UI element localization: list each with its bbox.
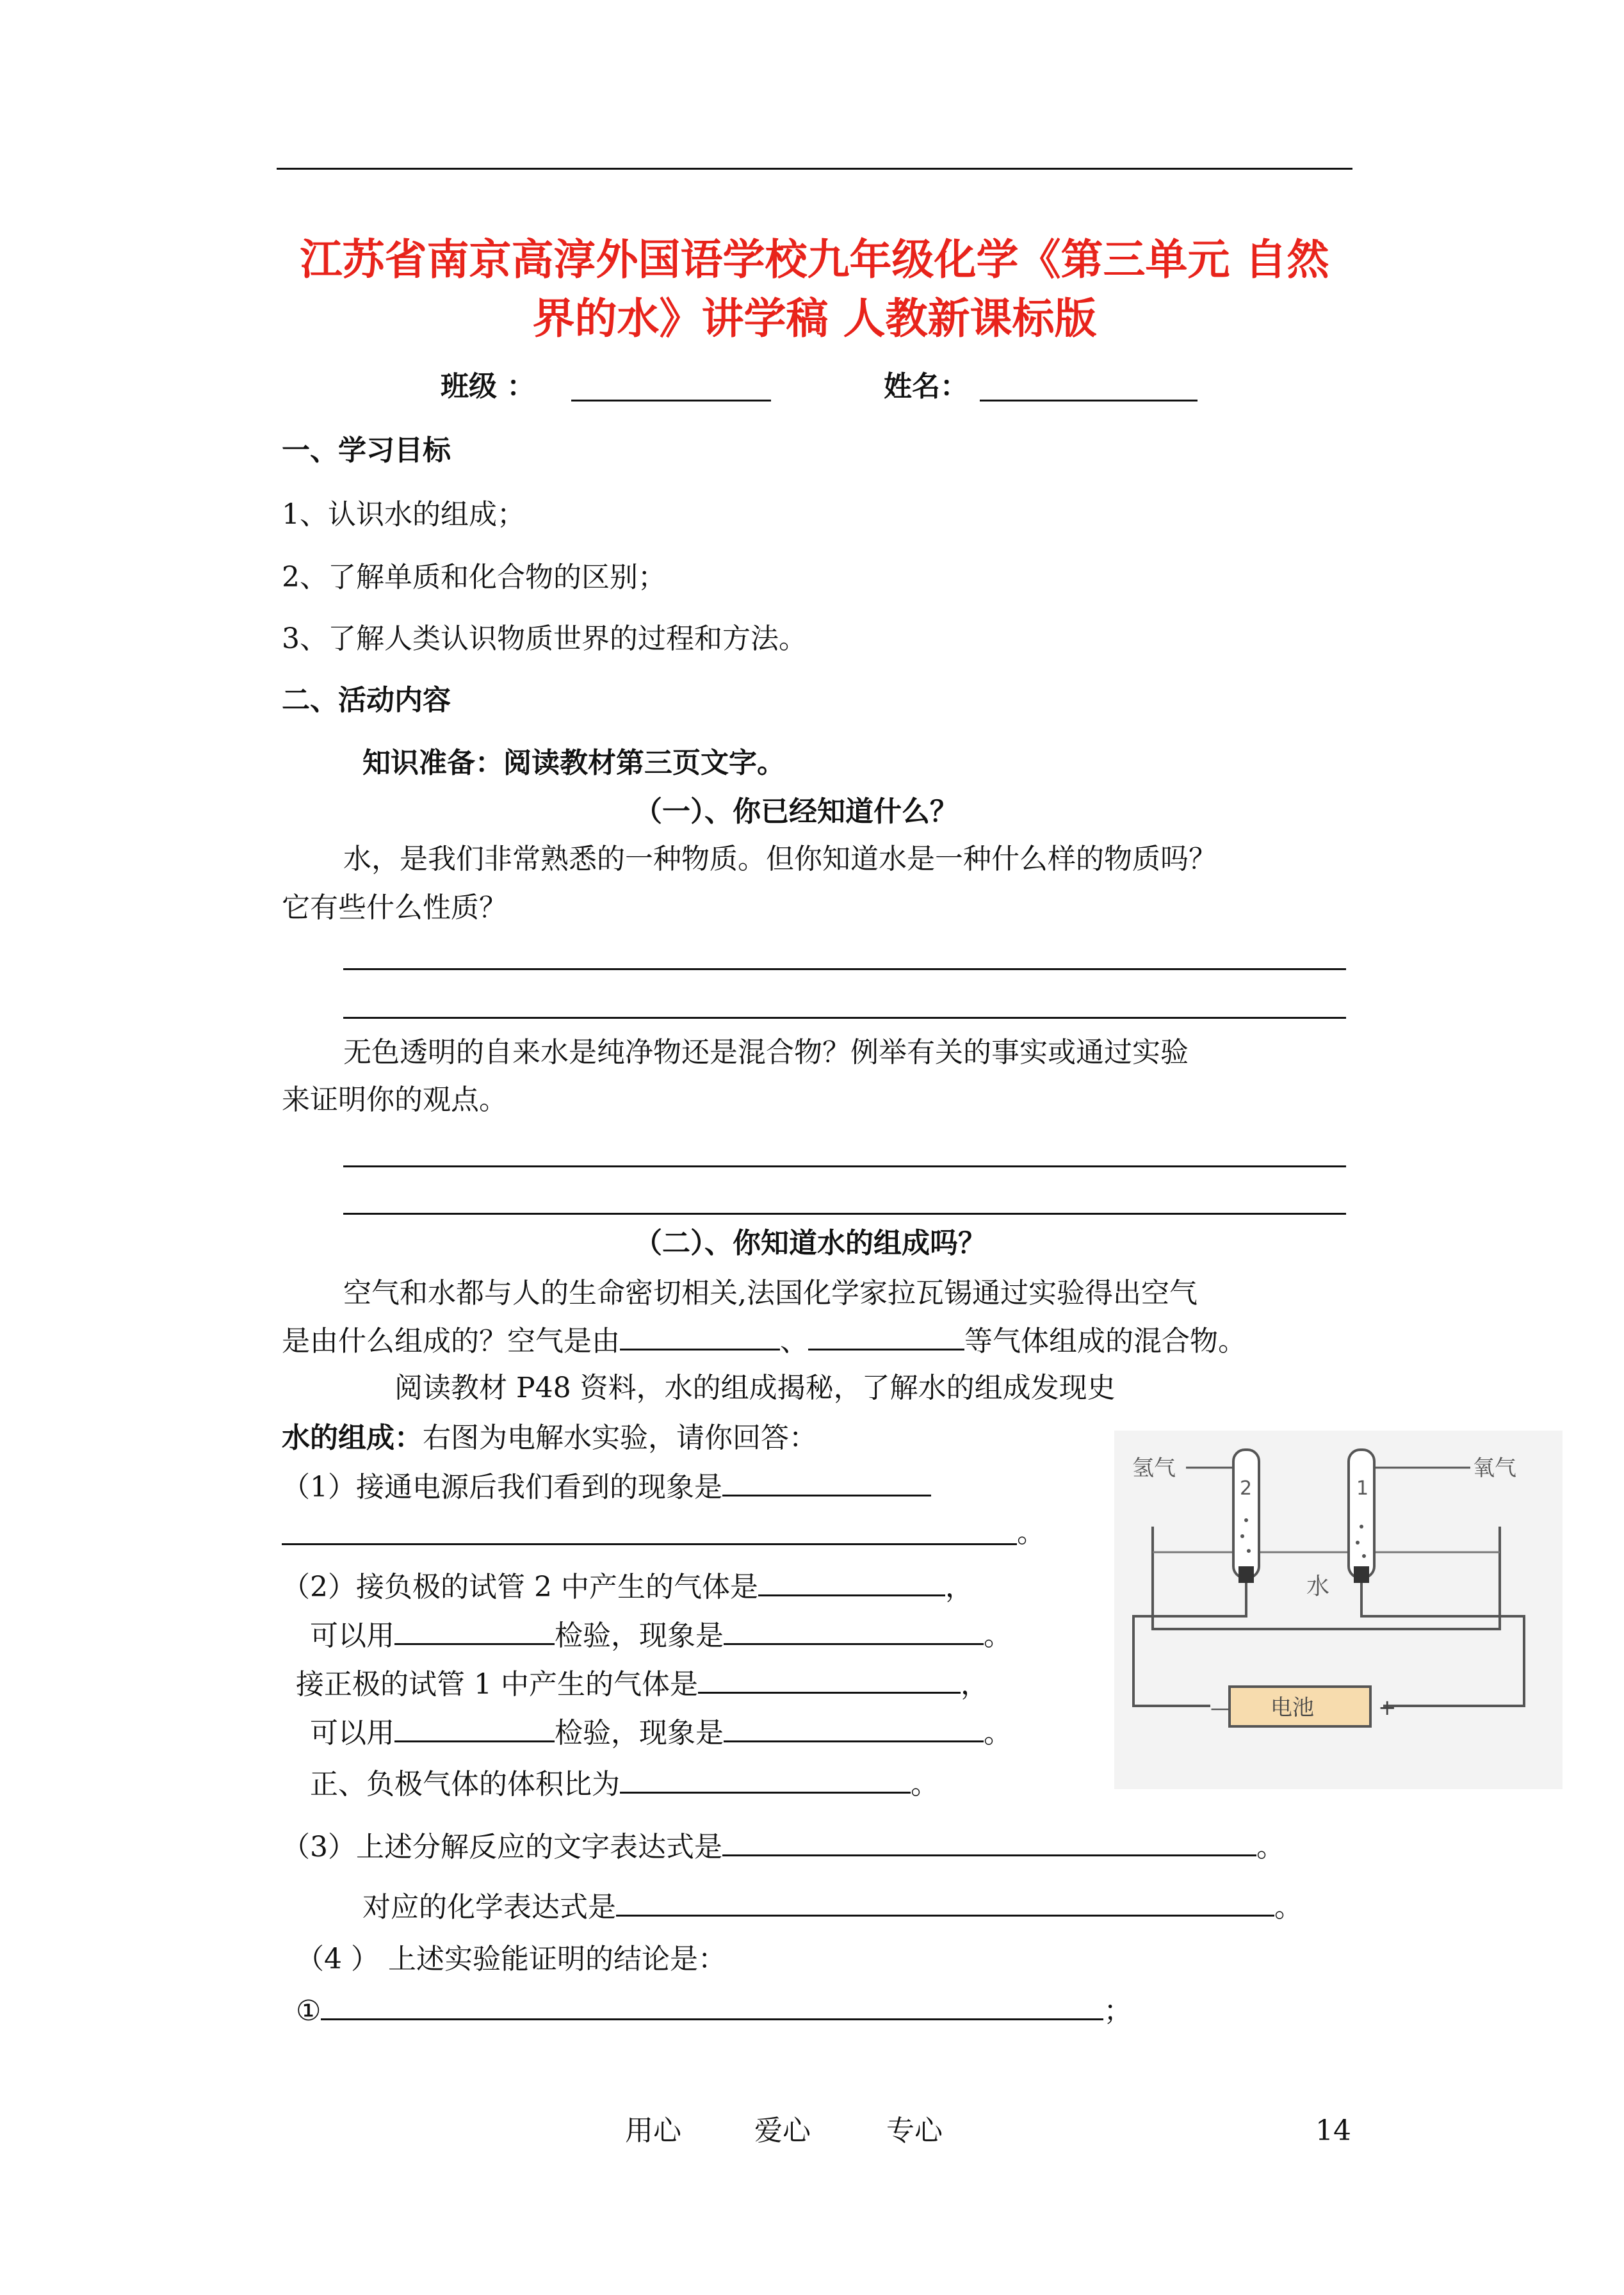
q-negative-gas bbox=[282, 1569, 973, 1605]
footer-motto-3: 专心 bbox=[886, 2114, 943, 2147]
answer-line-4[interactable] bbox=[343, 1213, 1346, 1215]
answer-line-2[interactable] bbox=[343, 1017, 1346, 1019]
q-positive-gas bbox=[296, 1666, 989, 1703]
section2-heading: 二、活动内容 bbox=[282, 684, 451, 717]
tube-2-number: 2 bbox=[1240, 1477, 1253, 1500]
p1-line2 bbox=[282, 1323, 1246, 1359]
hydrogen-label: 氢气 bbox=[1132, 1456, 1176, 1481]
q-word-equation-text: （3）上述分解反应的文字表达式是 bbox=[282, 1831, 722, 1863]
class-label: 班级 ： bbox=[441, 370, 535, 403]
period-3: 。 bbox=[984, 1717, 1012, 1749]
positive-test-blank[interactable] bbox=[394, 1715, 555, 1742]
test-mid-1: 检验，现象是 bbox=[555, 1619, 724, 1652]
conclusion-1-marker: ① bbox=[296, 1995, 321, 2027]
tube-1 bbox=[1349, 1450, 1374, 1578]
q-volume-ratio bbox=[310, 1766, 939, 1803]
knowledge-prep: 知识准备：阅读教材第三页文字。 bbox=[362, 747, 785, 779]
negative-gas-blank[interactable] bbox=[758, 1569, 945, 1596]
q-positive-gas-text: 接正极的试管 1 中产生的气体是 bbox=[296, 1668, 698, 1701]
comma-2: ， bbox=[960, 1668, 989, 1701]
p1-line2-sep: 、 bbox=[780, 1325, 808, 1358]
conclusion-1-blank[interactable] bbox=[321, 1993, 1103, 2020]
battery-minus: — bbox=[1210, 1698, 1230, 1720]
positive-result-blank[interactable] bbox=[724, 1715, 984, 1742]
cathode bbox=[1238, 1566, 1254, 1583]
class-blank[interactable] bbox=[571, 374, 771, 401]
q2-line2: 来证明你的观点。 bbox=[282, 1083, 507, 1116]
test-mid-2: 检验，现象是 bbox=[555, 1717, 724, 1749]
q-negative-gas-text: （2）接负极的试管 2 中产生的气体是 bbox=[282, 1571, 758, 1603]
q-positive-test bbox=[310, 1715, 1012, 1751]
phenomenon-blank[interactable] bbox=[722, 1469, 931, 1496]
q-phenomenon-text: （1）接通电源后我们看到的现象是 bbox=[282, 1471, 722, 1504]
oxygen-label: 氧气 bbox=[1473, 1456, 1516, 1481]
q-chemical-equation bbox=[362, 1889, 1303, 1926]
q-phenomenon bbox=[282, 1469, 931, 1505]
p1-line1: 空气和水都与人的生命密切相关,法国化学家拉瓦锡通过实验得出空气 bbox=[343, 1277, 1198, 1310]
composition-text: 右图为电解水实验，请你回答： bbox=[423, 1422, 817, 1454]
conclusion-1 bbox=[296, 1993, 1132, 2029]
composition-line bbox=[282, 1420, 817, 1456]
period-5: 。 bbox=[1256, 1831, 1285, 1863]
q-volume-ratio-text: 正、负极气体的体积比为 bbox=[310, 1768, 620, 1801]
water-label: 水 bbox=[1306, 1573, 1330, 1600]
section1-heading: 一、学习目标 bbox=[282, 434, 451, 467]
page-number: 14 bbox=[1315, 2114, 1351, 2147]
header-rule bbox=[277, 168, 1352, 170]
composition-label: 水的组成： bbox=[282, 1422, 423, 1454]
battery-plus: + bbox=[1378, 1695, 1397, 1721]
test-pre-2: 可以用 bbox=[310, 1717, 394, 1749]
document-title-line1: 江苏省南京高淳外国语学校九年级化学《第三单元 自然 bbox=[300, 234, 1329, 284]
negative-test-blank[interactable] bbox=[394, 1618, 555, 1645]
period-2: 。 bbox=[984, 1619, 1012, 1652]
semicolon: ； bbox=[1103, 1995, 1132, 2027]
part2-heading: （二）、你知道水的组成吗？ bbox=[634, 1227, 986, 1260]
q-conclusion: （4 ） 上述实验能证明的结论是： bbox=[296, 1943, 726, 1975]
phenomenon-line-2[interactable] bbox=[282, 1543, 1017, 1545]
q1-line1: 水，是我们非常熟悉的一种物质。但你知道水是一种什么样的物质吗？ bbox=[343, 843, 1217, 875]
name-blank[interactable] bbox=[980, 374, 1198, 401]
volume-ratio-blank[interactable] bbox=[620, 1766, 911, 1794]
q-negative-test bbox=[310, 1618, 1012, 1654]
p1-line2-a: 是由什么组成的？空气是由 bbox=[282, 1325, 620, 1358]
comma-1: ， bbox=[945, 1571, 973, 1603]
goal-3: 3、了解人类认识物质世界的过程和方法。 bbox=[282, 622, 807, 655]
footer-motto-2: 爱心 bbox=[754, 2114, 811, 2147]
anode bbox=[1354, 1566, 1369, 1583]
tube-1-number: 1 bbox=[1356, 1477, 1369, 1500]
q-chemical-equation-text: 对应的化学表达式是 bbox=[362, 1891, 616, 1924]
battery-label: 电池 bbox=[1271, 1695, 1314, 1721]
goal-2: 2、了解单质和化合物的区别； bbox=[282, 561, 666, 594]
positive-gas-blank[interactable] bbox=[698, 1666, 961, 1694]
p1-line2-b: 等气体组成的混合物。 bbox=[964, 1325, 1246, 1358]
period-6: 。 bbox=[1274, 1891, 1303, 1924]
tube-2 bbox=[1233, 1450, 1259, 1578]
air-gas-blank-1[interactable] bbox=[620, 1323, 780, 1350]
q1-line2: 它有些什么性质？ bbox=[282, 891, 507, 924]
q2-line1: 无色透明的自来水是纯净物还是混合物？例举有关的事实或通过实验 bbox=[343, 1036, 1189, 1069]
goal-1: 1、认识水的组成； bbox=[282, 498, 525, 531]
negative-result-blank[interactable] bbox=[724, 1618, 984, 1645]
air-gas-blank-2[interactable] bbox=[808, 1323, 964, 1350]
document-title-line2: 界的水》讲学稿 人教新课标版 bbox=[532, 293, 1097, 343]
electrolysis-diagram bbox=[1114, 1431, 1563, 1789]
answer-line-3[interactable] bbox=[343, 1165, 1346, 1167]
phenomenon-period: 。 bbox=[1017, 1516, 1045, 1549]
answer-line-1[interactable] bbox=[343, 968, 1346, 970]
test-pre-1: 可以用 bbox=[310, 1619, 394, 1652]
name-label: 姓名： bbox=[884, 370, 968, 403]
q-word-equation bbox=[282, 1829, 1285, 1865]
part1-heading: （一）、你已经知道什么？ bbox=[634, 795, 958, 828]
reading-note: 阅读教材 P48 资料，水的组成揭秘，了解水的组成发现史 bbox=[394, 1372, 1116, 1404]
word-equation-blank[interactable] bbox=[722, 1829, 1256, 1856]
chemical-equation-blank[interactable] bbox=[616, 1889, 1274, 1917]
footer-motto-1: 用心 bbox=[625, 2114, 681, 2147]
period-4: 。 bbox=[911, 1768, 939, 1801]
